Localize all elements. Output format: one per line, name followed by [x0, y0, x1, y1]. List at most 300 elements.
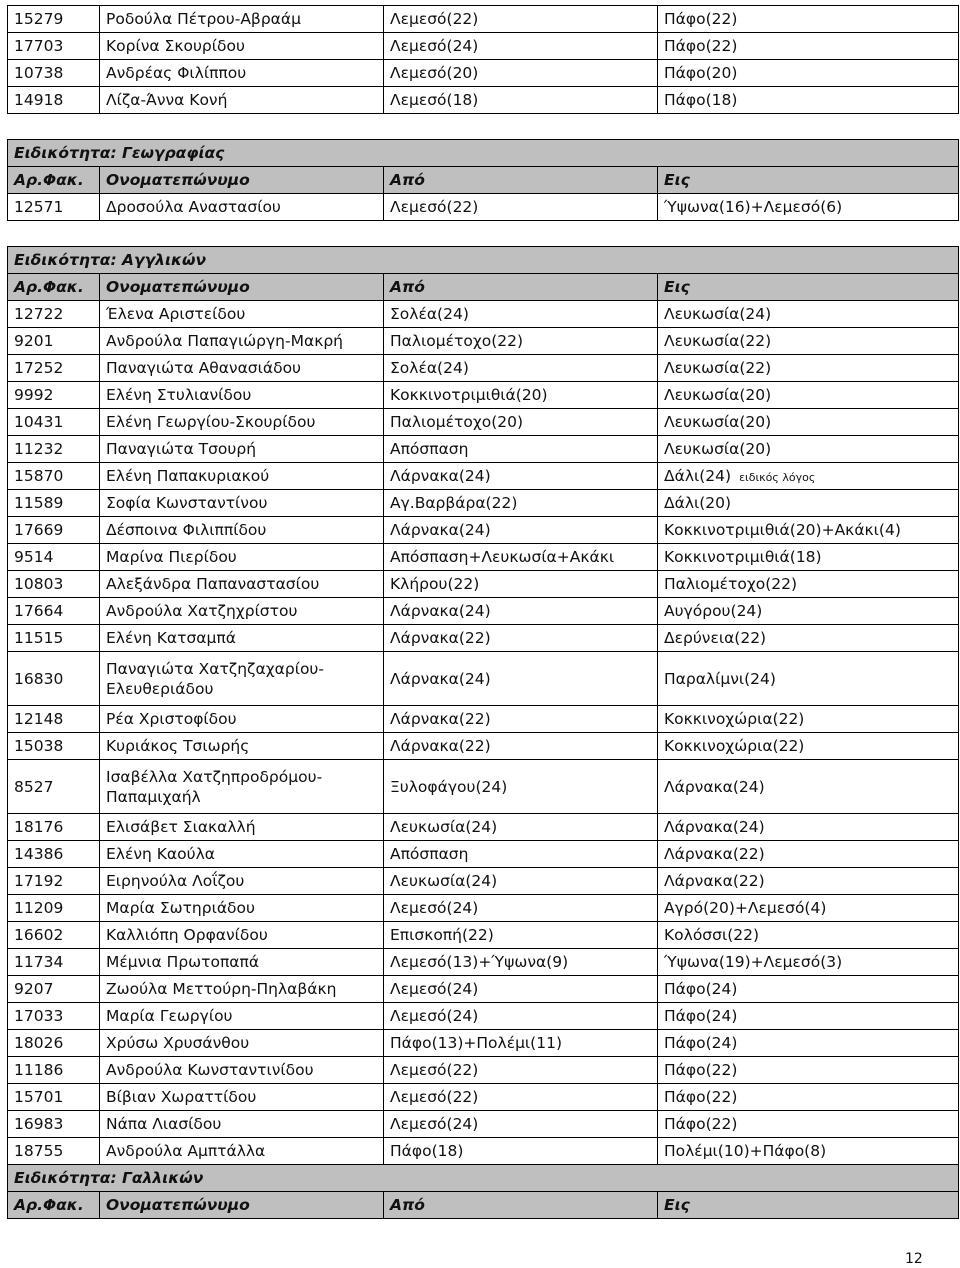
from-cell: [384, 490, 658, 517]
to-cell: [658, 409, 959, 436]
header-from: Από: [384, 1192, 658, 1219]
specialty-row: [8, 247, 959, 274]
name-cell: [100, 6, 384, 33]
spacer-cell: [8, 114, 959, 140]
name-text: Καλλιόπη Ορφανίδου: [106, 926, 268, 944]
name-cell: [100, 949, 384, 976]
to-cell: [658, 1138, 959, 1165]
name-cell: [100, 194, 384, 221]
header-from: Από: [384, 274, 658, 301]
header-to: Εις: [658, 274, 959, 301]
to-cell: [658, 60, 959, 87]
table-row: [8, 814, 959, 841]
document: [7, 5, 958, 1219]
from-cell: [384, 33, 658, 60]
to-text: Πάφο(24): [664, 1034, 738, 1052]
from-cell: [384, 976, 658, 1003]
from-cell: [384, 571, 658, 598]
name-text: Νάπα Λιασίδου: [106, 1115, 222, 1133]
name-text: Ζωούλα Μεττούρη-Πηλαβάκη: [106, 980, 337, 998]
file-number-text: 16830: [14, 669, 64, 688]
from-cell: [384, 868, 658, 895]
to-cell: [658, 733, 959, 760]
name-text: Έλενα Αριστείδου: [106, 305, 246, 323]
from-cell: [384, 1084, 658, 1111]
header-row: [8, 167, 959, 194]
file-number-text: 10738: [14, 64, 64, 82]
to-text: Κοκκινοτριμιθιά(18): [664, 548, 822, 566]
file-number-text: 15279: [14, 10, 64, 28]
to-cell: [658, 1057, 959, 1084]
name-cell: [100, 1057, 384, 1084]
name-cell: [100, 922, 384, 949]
header-row: [8, 274, 959, 301]
file-number-text: 11232: [14, 440, 64, 458]
name-cell: [100, 382, 384, 409]
file-number-text: 16983: [14, 1115, 64, 1133]
table-row: [8, 1138, 959, 1165]
header-row: [8, 1192, 959, 1219]
file-number-cell: [8, 652, 100, 706]
table-row: [8, 1057, 959, 1084]
from-cell: [384, 949, 658, 976]
name-cell: [100, 544, 384, 571]
to-cell: [658, 6, 959, 33]
file-number-cell: [8, 922, 100, 949]
file-number-text: 11186: [14, 1061, 64, 1079]
to-cell: [658, 87, 959, 114]
spacer-cell: [8, 221, 959, 247]
to-text: Αυγόρου(24): [664, 602, 763, 620]
table-row: [8, 1030, 959, 1057]
to-text: Δερύνεια(22): [664, 629, 767, 647]
from-text: Λεμεσό(24): [390, 1115, 479, 1133]
to-cell: [658, 328, 959, 355]
from-text: Λάρνακα(22): [390, 629, 491, 647]
to-cell: [658, 625, 959, 652]
name-cell: [100, 868, 384, 895]
to-text: Λάρνακα(24): [664, 818, 765, 836]
to-cell: [658, 517, 959, 544]
name-text: Μαρία Γεωργίου: [106, 1007, 233, 1025]
to-text: Παραλίμνι(24): [664, 669, 776, 688]
to-cell: [658, 895, 959, 922]
file-number-text: 15701: [14, 1088, 64, 1106]
header-name: Ονοματεπώνυμο: [100, 1192, 384, 1219]
table-row: [8, 922, 959, 949]
from-text: Λάρνακα(22): [390, 710, 491, 728]
transfers-table: [7, 5, 959, 1219]
file-number-cell: [8, 625, 100, 652]
to-cell: [658, 1030, 959, 1057]
table-row: [8, 328, 959, 355]
table-row: [8, 976, 959, 1003]
header-to: Εις: [658, 167, 959, 194]
to-cell: [658, 1084, 959, 1111]
to-cell: [658, 1111, 959, 1138]
file-number-cell: [8, 382, 100, 409]
to-text: Κολόσσι(22): [664, 926, 760, 944]
name-cell: [100, 760, 384, 814]
name-cell: [100, 463, 384, 490]
from-cell: [384, 841, 658, 868]
to-text: Κοκκινοτριμιθιά(20)+Ακάκι(4): [664, 521, 901, 539]
header-name: Ονοματεπώνυμο: [100, 167, 384, 194]
file-number-text: 9207: [14, 980, 54, 998]
to-cell: [658, 652, 959, 706]
file-number-cell: [8, 706, 100, 733]
from-cell: [384, 87, 658, 114]
file-number-cell: [8, 1111, 100, 1138]
to-text: Ύψωνα(19)+Λεμεσό(3): [664, 953, 843, 971]
file-number-cell: [8, 87, 100, 114]
file-number-cell: [8, 436, 100, 463]
from-text: Λευκωσία(24): [390, 818, 498, 836]
name-text: Λίζα-Άννα Κονή: [106, 91, 228, 109]
to-text: Λάρνακα(22): [664, 872, 765, 890]
table-row: [8, 598, 959, 625]
table-row: [8, 544, 959, 571]
name-text: Ανδρούλα Κωνσταντινίδου: [106, 1061, 314, 1079]
from-cell: [384, 409, 658, 436]
name-text: Παναγιώτα Αθανασιάδου: [106, 359, 302, 377]
to-text: Λάρνακα(22): [664, 845, 765, 863]
special-reason-note: ειδικός λόγος: [739, 471, 816, 484]
table-row: [8, 355, 959, 382]
to-text: Λευκωσία(22): [664, 332, 772, 350]
to-cell: [658, 436, 959, 463]
name-text: Ελένη Καούλα: [106, 845, 215, 863]
name-cell: [100, 328, 384, 355]
file-number-text: 14918: [14, 91, 64, 109]
to-cell: [658, 1003, 959, 1030]
file-number-cell: [8, 1057, 100, 1084]
name-text: Μαρίνα Πιερίδου: [106, 548, 237, 566]
file-number-cell: [8, 841, 100, 868]
file-number-cell: [8, 868, 100, 895]
name-cell: [100, 1003, 384, 1030]
specialty-row: [8, 1165, 959, 1192]
file-number-text: 17252: [14, 359, 64, 377]
name-text: Χρύσω Χρυσάνθου: [106, 1034, 250, 1052]
to-text: Λευκωσία(24): [664, 305, 772, 323]
name-text: Ανδρούλα Παπαγιώργη-Μακρή: [106, 332, 343, 350]
table-row: [8, 625, 959, 652]
file-number-text: 16602: [14, 926, 64, 944]
file-number-text: 11734: [14, 953, 64, 971]
from-cell: [384, 598, 658, 625]
from-text: Πάφο(13)+Πολέμι(11): [390, 1034, 562, 1052]
name-text: Ελένη Στυλιανίδου: [106, 386, 252, 404]
file-number-text: 17033: [14, 1007, 64, 1025]
from-text: Παλιομέτοχο(20): [390, 413, 524, 431]
from-text: Λεμεσό(24): [390, 980, 479, 998]
file-number-text: 11515: [14, 629, 64, 647]
from-text: Λάρνακα(22): [390, 737, 491, 755]
file-number-cell: [8, 760, 100, 814]
name-cell: [100, 436, 384, 463]
name-text: Ροδούλα Πέτρου-Αβραάμ: [106, 10, 301, 28]
to-text: Πάφο(22): [664, 37, 738, 55]
from-cell: [384, 733, 658, 760]
to-text: Λευκωσία(20): [664, 440, 772, 458]
file-number-text: 12148: [14, 710, 64, 728]
name-text: Ελισάβετ Σιακαλλή: [106, 818, 256, 836]
file-number-cell: [8, 194, 100, 221]
to-cell: [658, 922, 959, 949]
file-number-cell: [8, 949, 100, 976]
specialty-row: [8, 140, 959, 167]
table-row: [8, 490, 959, 517]
to-cell: [658, 598, 959, 625]
from-text: Απόσπαση: [390, 845, 469, 863]
from-cell: [384, 6, 658, 33]
file-number-text: 11209: [14, 899, 64, 917]
table-row: [8, 841, 959, 868]
to-text: Ύψωνα(16)+Λεμεσό(6): [664, 198, 843, 216]
name-text: Ανδρέας Φιλίππου: [106, 64, 247, 82]
name-cell: [100, 814, 384, 841]
page-number: 12: [905, 1251, 923, 1267]
from-text: Αγ.Βαρβάρα(22): [390, 494, 518, 512]
from-cell: [384, 60, 658, 87]
table-row: [8, 1111, 959, 1138]
file-number-cell: [8, 328, 100, 355]
file-number-text: 11589: [14, 494, 64, 512]
from-text: Λεμεσό(24): [390, 37, 479, 55]
from-text: Απόσπαση: [390, 440, 469, 458]
name-cell: [100, 733, 384, 760]
from-cell: [384, 544, 658, 571]
name-text: Παναγιώτα Τσουρή: [106, 440, 257, 458]
from-cell: [384, 760, 658, 814]
table-row: [8, 895, 959, 922]
file-number-cell: [8, 60, 100, 87]
from-cell: [384, 355, 658, 382]
file-number-text: 18755: [14, 1142, 64, 1160]
file-number-cell: [8, 976, 100, 1003]
name-text: Μέμνια Πρωτοπαπά: [106, 953, 260, 971]
from-text: Λάρνακα(24): [390, 521, 491, 539]
table-row: [8, 436, 959, 463]
from-cell: [384, 922, 658, 949]
from-cell: [384, 625, 658, 652]
name-text: Ανδρούλα Αμπτάλλα: [106, 1142, 266, 1160]
file-number-text: 8527: [14, 777, 54, 796]
to-text: Λευκωσία(20): [664, 413, 772, 431]
table-row: [8, 733, 959, 760]
to-text: Πάφο(24): [664, 1007, 738, 1025]
table-row: [8, 6, 959, 33]
name-cell: [100, 598, 384, 625]
to-cell: [658, 33, 959, 60]
table-row: [8, 60, 959, 87]
file-number-cell: [8, 571, 100, 598]
name-text: Ρέα Χριστοφίδου: [106, 710, 237, 728]
table-row: [8, 194, 959, 221]
name-cell: [100, 1084, 384, 1111]
file-number-text: 18026: [14, 1034, 64, 1052]
from-cell: [384, 382, 658, 409]
file-number-text: 10431: [14, 413, 64, 431]
name-text: Ελένη Κατσαμπά: [106, 629, 236, 647]
file-number-cell: [8, 355, 100, 382]
from-text: Λάρνακα(24): [390, 467, 491, 485]
header-from: Από: [384, 167, 658, 194]
file-number-text: 12571: [14, 198, 64, 216]
name-text: Μαρία Σωτηριάδου: [106, 899, 255, 917]
file-number-text: 12722: [14, 305, 64, 323]
to-cell: [658, 706, 959, 733]
specialty-title: Ειδικότητα: Γαλλικών: [8, 1165, 959, 1192]
from-text: Επισκοπή(22): [390, 926, 494, 944]
to-text: Κοκκινοχώρια(22): [664, 710, 805, 728]
to-text: Λάρνακα(24): [664, 777, 765, 796]
file-number-text: 18176: [14, 818, 64, 836]
from-cell: [384, 328, 658, 355]
from-text: Λάρνακα(24): [390, 602, 491, 620]
from-cell: [384, 301, 658, 328]
to-text: Αγρό(20)+Λεμεσό(4): [664, 899, 827, 917]
header-to: Εις: [658, 1192, 959, 1219]
from-text: Λεμεσό(18): [390, 91, 479, 109]
from-text: Ξυλοφάγου(24): [390, 777, 508, 796]
file-number-cell: [8, 517, 100, 544]
file-number-cell: [8, 33, 100, 60]
file-number-text: 9514: [14, 548, 54, 566]
file-number-cell: [8, 1084, 100, 1111]
from-cell: [384, 652, 658, 706]
table-row: [8, 652, 959, 706]
to-text: Πάφο(22): [664, 1115, 738, 1133]
name-cell: [100, 60, 384, 87]
from-cell: [384, 706, 658, 733]
from-cell: [384, 194, 658, 221]
to-text: Πάφο(18): [664, 91, 738, 109]
name-text: Κυριάκος Τσιωρής: [106, 737, 250, 755]
file-number-cell: [8, 814, 100, 841]
table-row: [8, 517, 959, 544]
to-text: Πάφο(20): [664, 64, 738, 82]
from-text: Λεμεσό(22): [390, 198, 479, 216]
to-text: Λευκωσία(22): [664, 359, 772, 377]
name-cell: [100, 571, 384, 598]
name-cell: [100, 625, 384, 652]
to-cell: [658, 194, 959, 221]
from-text: Λεμεσό(22): [390, 1061, 479, 1079]
to-cell: [658, 463, 959, 490]
to-text: Πάφο(22): [664, 10, 738, 28]
to-cell: [658, 814, 959, 841]
from-text: Κλήρου(22): [390, 575, 480, 593]
specialty-title: Ειδικότητα: Αγγλικών: [8, 247, 959, 274]
file-number-text: 17664: [14, 602, 64, 620]
file-number-text: 17703: [14, 37, 64, 55]
from-text: Λεμεσό(24): [390, 899, 479, 917]
from-text: Κοκκινοτριμιθιά(20): [390, 386, 548, 404]
from-cell: [384, 1057, 658, 1084]
from-text: Λευκωσία(24): [390, 872, 498, 890]
from-text: Λεμεσό(24): [390, 1007, 479, 1025]
to-cell: [658, 841, 959, 868]
header-file-number: Αρ.Φακ.: [8, 274, 100, 301]
from-text: Λεμεσό(13)+Ύψωνα(9): [390, 953, 569, 971]
name-cell: [100, 355, 384, 382]
name-cell: [100, 706, 384, 733]
from-text: Απόσπαση+Λευκωσία+Ακάκι: [390, 548, 615, 566]
name-cell: [100, 1111, 384, 1138]
file-number-cell: [8, 1003, 100, 1030]
table-row: [8, 33, 959, 60]
file-number-cell: [8, 598, 100, 625]
name-cell: [100, 33, 384, 60]
to-cell: [658, 868, 959, 895]
file-number-text: 9201: [14, 332, 54, 350]
name-text: Ισαβέλλα Χατζηπροδρόμου-Παπαμιχαήλ: [106, 767, 323, 806]
name-text: Ειρηνούλα Λοΐζου: [106, 872, 245, 890]
name-text: Ελένη Γεωργίου-Σκουρίδου: [106, 413, 316, 431]
to-text: Πάφο(22): [664, 1088, 738, 1106]
to-cell: [658, 760, 959, 814]
name-text: Δέσποινα Φιλιππίδου: [106, 521, 267, 539]
from-cell: [384, 463, 658, 490]
from-cell: [384, 1030, 658, 1057]
to-text: Δάλι(24): [664, 467, 732, 485]
table-row: [8, 949, 959, 976]
from-text: Παλιομέτοχο(22): [390, 332, 524, 350]
file-number-cell: [8, 409, 100, 436]
name-cell: [100, 87, 384, 114]
from-text: Λεμεσό(22): [390, 1088, 479, 1106]
table-row: [8, 382, 959, 409]
table-row: [8, 1003, 959, 1030]
name-cell: [100, 490, 384, 517]
to-text: Κοκκινοχώρια(22): [664, 737, 805, 755]
section-spacer: [8, 221, 959, 247]
name-text: Κορίνα Σκουρίδου: [106, 37, 245, 55]
table-row: [8, 706, 959, 733]
name-text: Βίβιαν Χωραττίδου: [106, 1088, 257, 1106]
to-text: Πάφο(22): [664, 1061, 738, 1079]
to-text: Πάφο(24): [664, 980, 738, 998]
from-cell: [384, 814, 658, 841]
file-number-text: 17192: [14, 872, 64, 890]
from-text: Σολέα(24): [390, 359, 469, 377]
header-name: Ονοματεπώνυμο: [100, 274, 384, 301]
table-row: [8, 760, 959, 814]
from-text: Πάφο(18): [390, 1142, 464, 1160]
header-file-number: Αρ.Φακ.: [8, 167, 100, 194]
from-cell: [384, 1003, 658, 1030]
name-text: Ελένη Παπακυριακού: [106, 467, 270, 485]
file-number-text: 9992: [14, 386, 54, 404]
table-row: [8, 868, 959, 895]
name-cell: [100, 1138, 384, 1165]
from-cell: [384, 436, 658, 463]
specialty-title: Ειδικότητα: Γεωγραφίας: [8, 140, 959, 167]
file-number-cell: [8, 6, 100, 33]
name-text: Ανδρούλα Χατζηχρίστου: [106, 602, 298, 620]
file-number-text: 15870: [14, 467, 64, 485]
to-cell: [658, 382, 959, 409]
file-number-cell: [8, 301, 100, 328]
name-text: Παναγιώτα Χατζηζαχαρίου-Ελευθεριάδου: [106, 659, 324, 698]
file-number-cell: [8, 733, 100, 760]
name-text: Αλεξάνδρα Παπαναστασίου: [106, 575, 320, 593]
transfers-table-body: [8, 6, 959, 1219]
from-text: Σολέα(24): [390, 305, 469, 323]
to-text: Πολέμι(10)+Πάφο(8): [664, 1142, 827, 1160]
